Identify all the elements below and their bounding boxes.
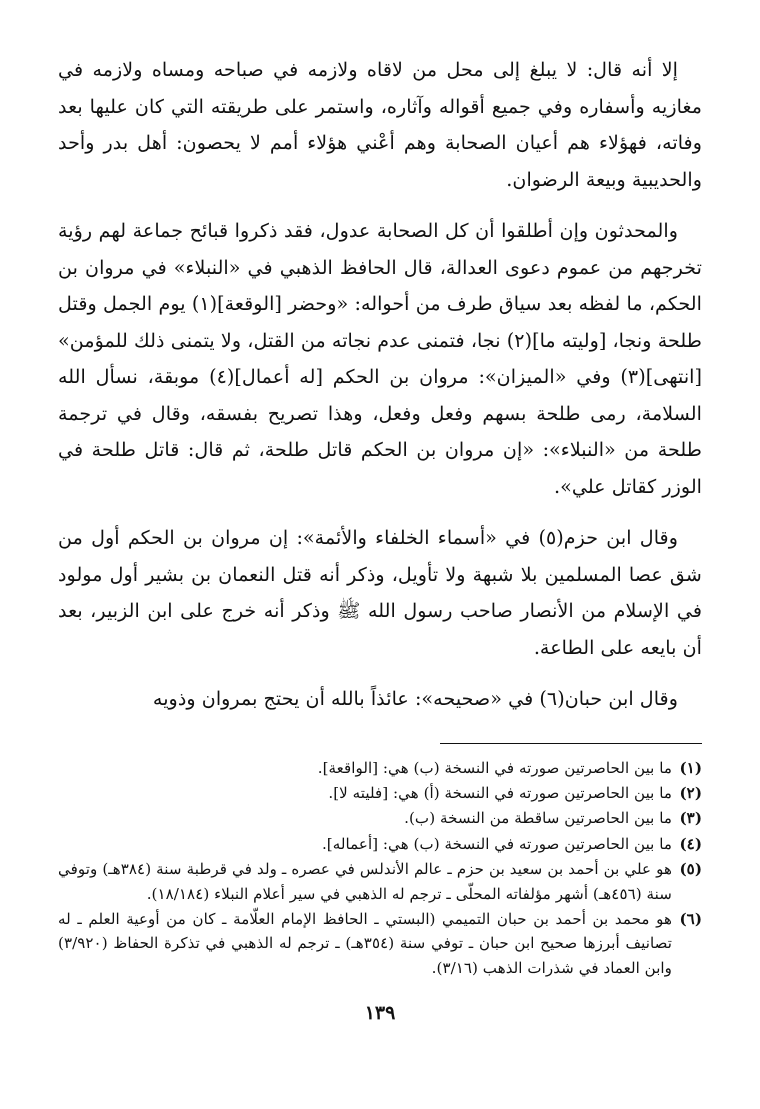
footnote bbox=[58, 781, 702, 805]
footnote bbox=[58, 756, 702, 780]
footnote bbox=[58, 907, 702, 980]
footnote-number: (٢) bbox=[679, 783, 702, 802]
footnote-number: (٣) bbox=[679, 809, 702, 828]
footnote-separator-wrap bbox=[58, 733, 702, 756]
footnote-number: (٦) bbox=[679, 909, 702, 928]
paragraph: وقال ابن حزم(٥) في «أسماء الخلفاء والأئمة»: إن مروان بن الحكم أول من شق عصا المسلمين بلا شبهة ولا تأويل، وذكر أنه قتل النعمان بن بشير أول مولود في الإسلام من الأنصار صاحب رسول الله ﷺ وذكر أنه خرج على ابن الزبير، بعد أن بايعه على الطاعة. bbox=[58, 526, 702, 659]
book-page bbox=[58, 52, 702, 1092]
footnote-text: ما بين الحاصرتين صورته في النسخة (ب) هي: [الواقعة]. bbox=[317, 758, 672, 777]
footnote-text: ما بين الحاصرتين ساقطة من النسخة (ب). bbox=[404, 809, 672, 828]
page-number: ١٣٩ bbox=[364, 1002, 396, 1024]
footnote-number: (٤) bbox=[679, 834, 702, 853]
main-text bbox=[58, 52, 702, 718]
footnote bbox=[58, 806, 702, 830]
footnote-text: هو علي بن أحمد بن سعيد بن حزم ـ عالم الأندلس في عصره ـ ولد في قرطبة سنة (٣٨٤هـ) وتوفي سنة (٤٥٦هـ) أشهر مؤلفاته المحلّى ـ ترجم له الذهبي في سير أعلام النبلاء (١٨/١٨٤). bbox=[58, 860, 672, 903]
footnote bbox=[58, 857, 702, 906]
paragraph: والمحدثون وإن أطلقوا أن كل الصحابة عدول، فقد ذكروا قبائح جماعة لهم رؤية تخرجهم من عموم دعوى العدالة، قال الحافظ الذهبي في «النبلاء» في مروان بن الحكم، ما لفظه بعد سياق طرف من أحواله: «وحضر [الوقعة](١) يوم الجمل وقتل طلحة ونجا، [وليته ما](٢) نجا، فتمنى عدم نجاته من القتل، ولا يتمنى ذلك للمؤمن» [انتهى](٣) وفي «الميزان»: مروان بن الحكم [له أعمال](٤) موبقة، نسأل الله السلامة، رمى طلحة بسهم وفعل وفعل، وهذا تصريح بفسقه، وقال في ترجمة طلحة من «النبلاء»: «إن مروان بن الحكم قاتل طلحة، ثم قال: قاتل طلحة في الوزر كقاتل علي». bbox=[58, 219, 702, 498]
paragraph: وقال ابن حبان(٦) في «صحيحه»: عائذاً بالله أن يحتج بمروان وذويه bbox=[152, 687, 678, 710]
footnote-separator bbox=[440, 743, 702, 744]
footnote bbox=[58, 832, 702, 856]
footnote-number: (١) bbox=[679, 758, 702, 777]
footnote-text: هو محمد بن أحمد بن حبان التميمي (البستي ـ الحافظ الإمام العلّامة ـ كان من أوعية العلم ـ له تصانيف أبرزها صحيح ابن حبان ـ توفي سنة (٣٥٤هـ) ـ ترجم له الذهبي في تذكرة الحفاظ (٣/٩٢٠) وابن العماد في شذرات الذهب (٣/١٦). bbox=[58, 909, 673, 977]
footnote-text: ما بين الحاصرتين صورته في النسخة (أ) هي: [فليته لا]. bbox=[328, 783, 672, 802]
footnote-number: (٥) bbox=[679, 860, 702, 879]
footnote-text: ما بين الحاصرتين صورته في النسخة (ب) هي: [أعماله]. bbox=[321, 834, 672, 853]
paragraph: إلا أنه قال: لا يبلغ إلى محل من لاقاه ولازمه في صباحه ومساه ولازمه في مغازيه وأسفاره وفي جميع أقواله وآثاره، واستمر على طريقته التي كان عليها بعد وفاته، فهؤلاء هم أعيان الصحابة وهم أعْني هؤلاء أمم لا يحصون: أهل بدر وأحد والحديبية وبيعة الرضوان. bbox=[58, 58, 702, 191]
footnotes bbox=[58, 756, 702, 981]
